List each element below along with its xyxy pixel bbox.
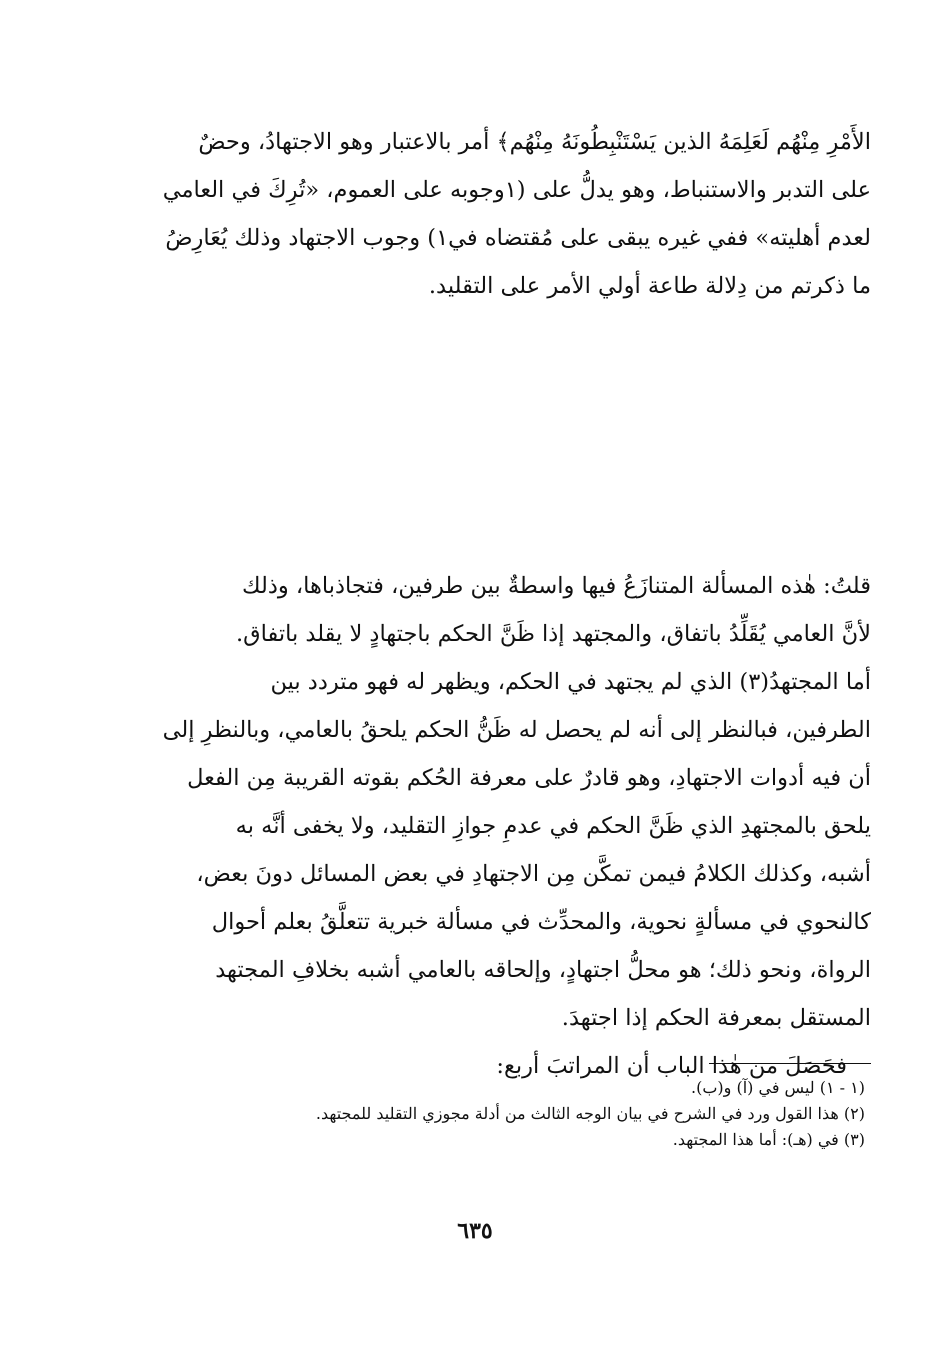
dialogue-line [145, 514, 871, 562]
text-line: أن فيه أدوات الاجتهادِ، وهو قادرٌ على معرفة الحُكم بقوته القريبة مِن الفعل [187, 765, 871, 791]
paragraph-spacer [145, 310, 871, 322]
text-line: الطرفين، فبالنظر إلى أنه لم يحصل له ظَنُّ الحكم يلحقُ بالعامي، وبالنظرِ إلى [162, 717, 871, 743]
dialogue-line [145, 418, 871, 466]
text-line: يلحق بالمجتهدِ الذي ظَنَّ الحكم في عدمِ جوازِ التقليد، ولا يخفى أنَّه به [235, 813, 871, 839]
dialogue-block [145, 322, 871, 562]
page-number: ٦٣٥ [457, 1218, 493, 1244]
main-text [145, 118, 871, 1090]
text-line: الرواة، ونحو ذلك؛ هو محلُّ اجتهادٍ، وإلحاقه بالعامي أشبه بخلافِ المجتهد [215, 957, 871, 983]
text-line: كالنحوي في مسألةٍ نحوية، والمحدِّث في مسألة خبرية تتعلَّقُ بعلم أحوال [211, 909, 871, 935]
dialogue-line [145, 370, 871, 418]
footnote-1: (١ - ١) ليس في (آ) و(ب). [691, 1078, 865, 1097]
footnote-2: (٢) هذا القول ورد في الشرح في بيان الوجه الثالث من أدلة مجوزي التقليد للمجتهد. [315, 1104, 865, 1123]
paragraph-quran-argument [145, 118, 871, 310]
text-line: قلتُ: هٰذه المسألة المتنازَعُ فيها واسطةٌ بين طرفين، فتجاذباها، وذلك [242, 573, 871, 599]
footnotes [145, 1075, 865, 1153]
text-line: المستقل بمعرفة الحكم إذا اجتهدَ. [561, 1005, 871, 1031]
text-line: الأَمْرِ مِنْهُم لَعَلِمَهُ الذين يَسْتَنْبِطُونَهُ مِنْهُم﴾ أمر بالاعتبار وهو الاجتهادُ، وحضٌ [198, 129, 871, 155]
paragraph-mujtahid [145, 658, 871, 1042]
text-line: لأنَّ العامي يُقَلِّدُ باتفاق، والمجتهد إذا ظَنَّ الحكم باجتهادٍ لا يقلد باتفاق. [236, 621, 871, 647]
dialogue-line [145, 322, 871, 370]
paragraph-author-view [145, 562, 871, 658]
dialogue-line [145, 466, 871, 514]
text-line: أما المجتهدُ(٣) الذي لم يجتهد في الحكم، ويظهر له فهو متردد بين [270, 669, 871, 695]
closing-line: فحَصَلَ من هٰذا الباب أن المراتبَ أربع: [496, 1053, 847, 1079]
text-line: أشبه، وكذلك الكلامُ فيمن تمكَّن مِن الاجتهادِ في بعض المسائل دونَ بعض، [196, 861, 871, 887]
text-line: ما ذكرتم من دِلالة طاعة أولي الأمر على التقليد. [428, 273, 871, 299]
footnote-3: (٣) في (هـ): أما هذا المجتهد. [672, 1130, 865, 1149]
footnote-divider [709, 1063, 871, 1064]
text-line: على التدبر والاستنباط، وهو يدلُّ على (١وجوبه على العموم، «تُرِكَ في العامي [162, 177, 871, 203]
text-line: لعدم أهليته» ففي غيره يبقى على مُقتضاه في١) وجوب الاجتهاد وذلك يُعَارِضُ [165, 225, 871, 251]
